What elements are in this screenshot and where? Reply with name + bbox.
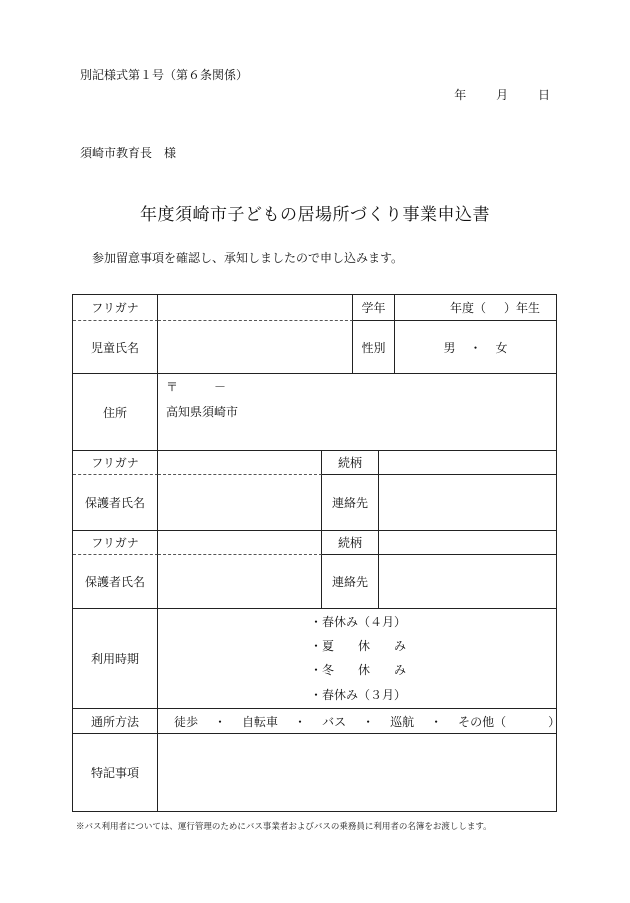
guardian2-name-field[interactable] [158, 555, 322, 609]
period-options [158, 609, 556, 709]
guardian2-contact-field[interactable] [379, 555, 556, 609]
postal-dash: － [214, 380, 227, 394]
form-title: 年度須崎市子どもの居場所づくり事業申込書 [140, 205, 490, 225]
gender-field[interactable] [395, 321, 556, 374]
period-option-winter[interactable]: ・冬 休 み [310, 663, 407, 677]
intro-text: 参加留意事項を確認し、承知しましたので申し込みます。 [92, 251, 404, 265]
postal-mark: 〒 [166, 380, 179, 394]
child-furigana-field[interactable] [158, 295, 353, 321]
period-option-spring-march[interactable]: ・春休み（３月） [310, 688, 407, 702]
guardian1-contact-label: 連絡先 [322, 475, 379, 531]
gender-female[interactable]: 女 [495, 340, 508, 355]
child-name-field[interactable] [158, 321, 353, 374]
gender-separator: ・ [469, 340, 482, 355]
address-field[interactable] [158, 374, 556, 451]
address-prefix: 高知県須崎市 [166, 405, 239, 419]
gender-male[interactable]: 男 [443, 340, 456, 355]
commute-walk[interactable]: 徒歩 [174, 714, 199, 729]
date-day: 日 [537, 88, 550, 102]
bus-footnote: ※バス利用者については、運行管理のためにバス事業者およびバスの乗務員に利用者の名簿をお渡しします。 [76, 822, 492, 832]
form-frame [72, 294, 561, 812]
guardian2-relation-field[interactable] [379, 531, 556, 555]
date-line [432, 86, 550, 103]
commute-patrol[interactable]: 巡航 [390, 714, 415, 729]
gender-label: 性別 [353, 321, 395, 374]
address-label: 住所 [73, 374, 158, 451]
guardian1-name-field[interactable] [158, 475, 322, 531]
form-number: 別記様式第１号（第６条関係） [80, 68, 249, 82]
guardian1-relation-label: 続柄 [322, 451, 379, 475]
grade-label: 学年 [353, 295, 395, 321]
guardian1-furigana-label: フリガナ [73, 451, 158, 475]
period-option-spring-april[interactable]: ・春休み（４月） [310, 615, 407, 629]
commute-bicycle[interactable]: 自転車 [242, 714, 279, 729]
commute-options [158, 709, 561, 734]
guardian2-contact-label: 連絡先 [322, 555, 379, 609]
guardian2-name-label: 保護者氏名 [73, 555, 158, 609]
remarks-field[interactable] [158, 734, 556, 811]
grade-field[interactable]: 年度（ ）年生 [395, 295, 556, 321]
remarks-label: 特記事項 [73, 734, 158, 811]
guardian1-relation-field[interactable] [379, 451, 556, 475]
date-month: 月 [496, 88, 509, 102]
commute-separator: ・ [362, 714, 375, 729]
addressee: 須崎市教育長 様 [80, 146, 177, 160]
child-furigana-label: フリガナ [73, 295, 158, 321]
guardian2-relation-label: 続柄 [322, 531, 379, 555]
commute-bus[interactable]: バス [322, 714, 347, 729]
commute-separator: ・ [430, 714, 443, 729]
commute-separator: ・ [214, 714, 227, 729]
child-name-label: 児童氏名 [73, 321, 158, 374]
guardian2-furigana-field[interactable] [158, 531, 322, 555]
guardian2-furigana-label: フリガナ [73, 531, 158, 555]
commute-label: 通所方法 [73, 709, 158, 734]
guardian1-contact-field[interactable] [379, 475, 556, 531]
guardian1-furigana-field[interactable] [158, 451, 322, 475]
commute-other[interactable]: その他（ [458, 714, 507, 729]
period-label: 利用時期 [73, 609, 158, 709]
date-year: 年 [454, 88, 467, 102]
commute-separator: ・ [294, 714, 307, 729]
commute-other-close: ） [548, 714, 561, 729]
guardian1-name-label: 保護者氏名 [73, 475, 158, 531]
period-option-summer[interactable]: ・夏 休 み [310, 639, 407, 653]
